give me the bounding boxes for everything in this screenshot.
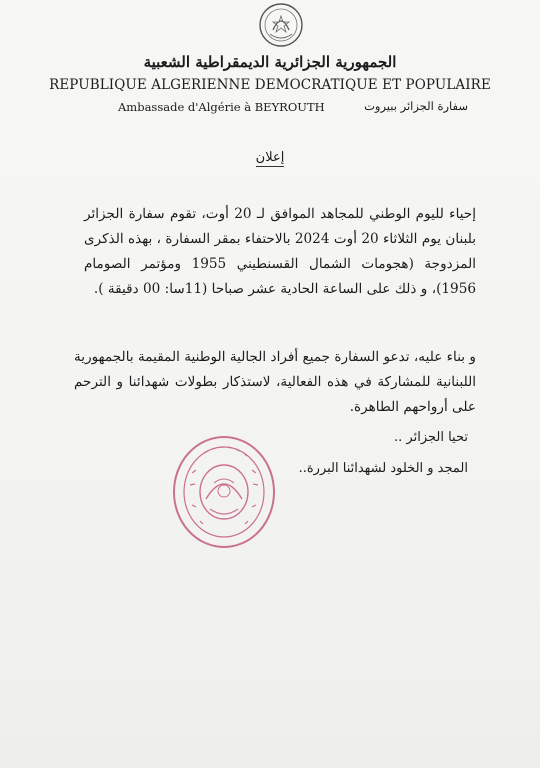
embassy-stamp-icon [170, 433, 278, 551]
notice-title-text: إعلان [255, 150, 285, 165]
closing-line-1: تحيا الجزائر .. [394, 430, 468, 445]
notice-title [0, 150, 540, 165]
republic-title-french: REPUBLIQUE ALGERIENNE DEMOCRATIQUE ET POPULAIRE [49, 77, 491, 93]
notice-paragraph-1: إحياء لليوم الوطني للمجاهد الموافق لـ 20 أوت، تقوم سفارة الجزائر بلبنان يوم الثلاثاء 20 أوت 2024 بالاحتفاء بمقر السفارة ، بهذه الذكرى المزدوجة (هجومات الشمال القسنطيني 1955 ومؤتمر الصومام 1956)، و ذلك على الساعة الحادية عشر صباحا (11سا: 00 دقيقة ). [84, 206, 477, 297]
algeria-emblem-icon [258, 2, 304, 48]
closing-line-2: المجد و الخلود لشهدائنا البررة.. [298, 461, 468, 476]
embassy-name-arabic: سفارة الجزائر ببيروت [364, 99, 468, 113]
embassy-name-french: Ambassade d'Algérie à BEYROUTH [118, 100, 325, 114]
notice-paragraph-2: و بناء عليه، تدعو السفارة جميع أفراد الجالية الوطنية المقيمة بالجمهورية اللبنانية للمشاركة في هذه الفعالية، لاستذكار بطولات شهدائنا و الترحم على أرواحهم الطاهرة. [74, 349, 476, 415]
republic-title-arabic: الجمهورية الجزائرية الديمقراطية الشعبية [143, 53, 397, 71]
